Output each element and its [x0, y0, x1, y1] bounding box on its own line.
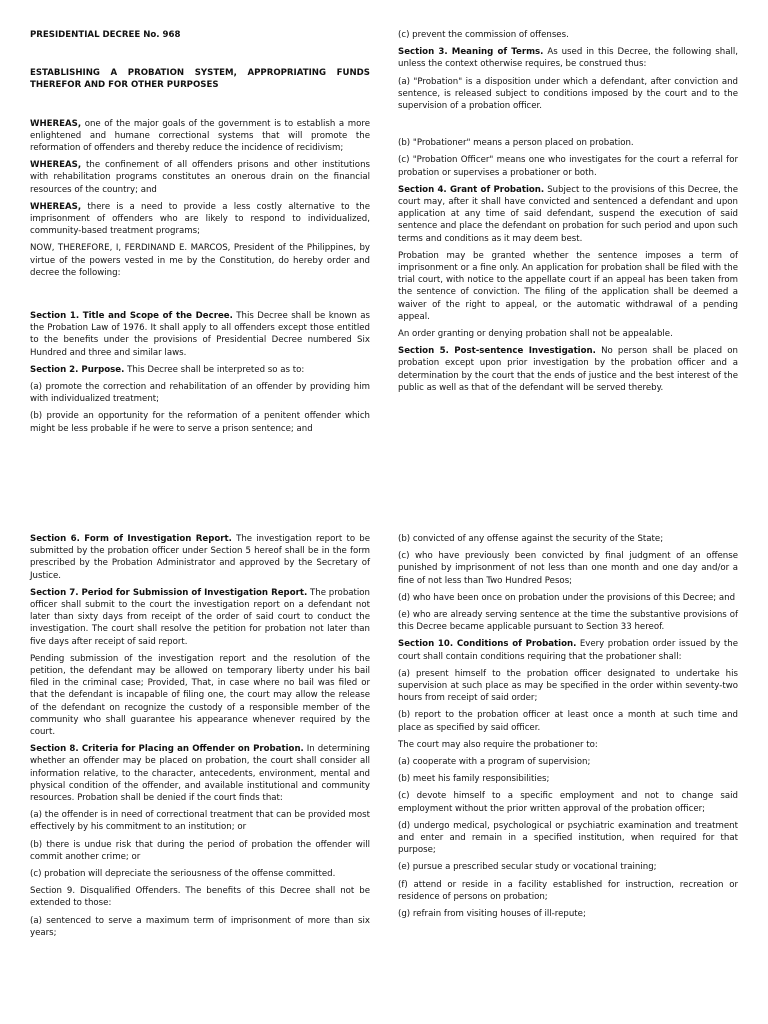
whereas-body: there is a need to provide a less costly alternative to the imprisonment of offenders who are likely to respond to individualized, community-based treatment programs;: [30, 201, 370, 237]
section-9-item-e: (e) who are already serving sentence at the time the substantive provisions of this Decree became applicable pursuant to Section 33 hereof.: [398, 610, 738, 633]
section-2-item-a: (a) promote the correction and rehabilitation of an offender by providing him with individualized treatment;: [30, 382, 370, 405]
section-3-item-c: (c) "Probation Officer" means one who investigates for the court a referral for probation or supervises a probationer or both.: [398, 155, 738, 178]
section-3: [398, 46, 738, 70]
section-1: [30, 310, 370, 359]
section-10-optional-d: (d) undergo medical, psychological or psychiatric examination and treatment and enter and remain in a specified institution, when required for that purpose;: [398, 820, 738, 856]
page1-left-column: [30, 29, 370, 440]
whereas-clause-1: [30, 118, 370, 155]
section-10-may-require: The court may also require the probationer to:: [398, 739, 598, 750]
now-therefore-clause: NOW, THEREFORE, I, FERDINAND E. MARCOS, President of the Philippines, by virtue of the powers vested in me by the Constitution, do hereby order and decree the following:: [30, 243, 370, 278]
section-9: Section 9. Disqualified Offenders. The benefits of this Decree shall not be extended to those:: [30, 886, 370, 909]
section-3-item-a: (a) "Probation" is a disposition under which a defendant, after conviction and sentence, is released subject to conditions imposed by the court and to the supervision of a probation officer.: [398, 76, 738, 112]
section-8-item-a: (a) the offender is in need of correctional treatment that can be provided most effectively by his commitment to an institution; or: [30, 810, 370, 833]
section-9-item-c: (c) who have previously been convicted by final judgment of an offense punished by imprisonment of not less than one month and one day and/or a fine of not less than Two Hundred Pesos;: [398, 551, 738, 586]
section-body: In determining whether an offender may be placed on probation, the court shall consider all information relative, to the character, antecedents, environment, mental and physical condition of the offender, and available institutional and community resources. Probation shall be denied if the court finds that:: [30, 744, 370, 804]
whereas-head: WHEREAS,: [30, 201, 82, 212]
section-heading: Section 8. Criteria for Placing an Offender on Probation.: [30, 744, 304, 755]
whereas-head: WHEREAS,: [30, 160, 82, 171]
whereas-clause-2: [30, 159, 370, 196]
section-heading: Section 5. Post-sentence Investigation.: [398, 346, 596, 357]
page2-right-column: [398, 533, 738, 925]
section-body: This Decree shall be interpreted so as to:: [124, 364, 305, 375]
section-4: [398, 184, 738, 245]
section-2-item-c: (c) prevent the commission of offenses.: [398, 30, 569, 40]
section-10-optional-b: (b) meet his family responsibilities;: [398, 774, 550, 785]
section-body: As used in this Decree, the following shall, unless the context otherwise requires, be construed thus:: [398, 47, 738, 70]
section-3-item-b: (b) "Probationer" means a person placed on probation.: [398, 138, 634, 149]
section-2-item-b: (b) provide an opportunity for the reformation of a penitent offender which might be less probable if he were to serve a prison sentence; and: [30, 411, 370, 434]
section-8-item-b: (b) there is undue risk that during the period of probation the offender will commit another crime; or: [30, 839, 370, 862]
section-heading: Section 4. Grant of Probation.: [398, 184, 545, 195]
section-10-optional-e: (e) pursue a prescribed secular study or vocational training;: [398, 862, 657, 873]
section-heading: Section 10. Conditions of Probation.: [398, 639, 577, 650]
section-7-paragraph-2: Pending submission of the investigation report and the resolution of the petition, the defendant may be allowed on temporary liberty under his bail filed in the criminal case; Provided, That, in case where no bail was filed or that the defendant is incapable of filing one, the court may allow the release of the defendant on recognize the custody of a responsible member of the community who shall guarantee his appearance whenever required by the court.: [30, 653, 370, 738]
page1-right-column: [398, 29, 738, 399]
section-8: [30, 743, 370, 804]
section-4-paragraph-3: An order granting or denying probation shall not be appealable.: [398, 329, 673, 340]
section-10-item-a: (a) present himself to the probation officer designated to undertake his supervision at such place as may be specified in the order within seventy-two hours from receipt of said order;: [398, 668, 738, 704]
section-body: The investigation report to be submitted by the probation officer under Section 5 hereof shall be in the form prescribed by the Probation Administrator and approved by the Secretary of Justice.: [30, 534, 370, 581]
section-body: Subject to the provisions of this Decree, the court may, after it shall have convicted and sentenced a defendant and upon application at any time of said defendant, suspend the execution of said sentence and place the defendant on probation for such period and upon such terms and conditions as it may deem best.: [398, 184, 738, 244]
whereas-body: one of the major goals of the government is to establish a more enlightened and humane correctional systems that will promote the reformation of offenders and thereby reduce the incidence of recidivism;: [30, 118, 370, 154]
section-heading: Section 3. Meaning of Terms.: [398, 47, 544, 58]
section-heading: Section 7. Period for Submission of Investigation Report.: [30, 587, 308, 598]
section-5: [398, 345, 738, 394]
decree-subtitle: ESTABLISHING A PROBATION SYSTEM, APPROPRIATING FUNDS THEREFOR AND FOR OTHER PURPOSES: [30, 68, 370, 91]
section-heading: Section 1. Title and Scope of the Decree.: [30, 311, 233, 322]
section-body: This Decree shall be known as the Probation Law of 1976. It shall apply to all offenders except those entitled to the benefits under the provisions of Presidential Decree numbered Six Hundred and three and similar laws.: [30, 311, 370, 358]
whereas-clause-3: [30, 201, 370, 238]
section-9-item-b: (b) convicted of any offense against the security of the State;: [398, 534, 664, 544]
section-8-item-c: (c) probation will depreciate the seriousness of the offense committed.: [30, 869, 336, 880]
page2-left-column: [30, 533, 370, 944]
section-6: [30, 533, 370, 582]
decree-title: PRESIDENTIAL DECREE No. 968: [30, 30, 181, 40]
section-10: [398, 638, 738, 662]
section-10-item-b: (b) report to the probation officer at least once a month at such time and place as specified by said officer.: [398, 710, 738, 733]
section-body: No person shall be placed on probation except upon prior investigation by the probation officer and a determination by the court that the ends of justice and the best interest of the public as well as that of the defendant will be served thereby.: [398, 346, 738, 393]
section-2: [30, 364, 370, 376]
section-body: The probation officer shall submit to the court the investigation report on a defendant not later than sixty days from receipt of the order of said court to conduct the investigation. The court shall resolve the petition for probation not later than five days after receipt of said report.: [30, 587, 370, 647]
section-10-optional-g: (g) refrain from visiting houses of ill-repute;: [398, 909, 586, 920]
section-4-paragraph-2: Probation may be granted whether the sentence imposes a term of imprisonment or a fine only. An application for probation shall be filed with the trial court, with notice to the appellate court if an appeal has been taken from the sentence of conviction. The filing of the application shall be deemed a waiver of the right to appeal, or the automatic withdrawal of a pending appeal.: [398, 250, 738, 322]
section-heading: Section 2. Purpose.: [30, 364, 125, 375]
section-7: [30, 587, 370, 648]
section-9-item-a: (a) sentenced to serve a maximum term of imprisonment of more than six years;: [30, 915, 370, 938]
whereas-head: WHEREAS,: [30, 118, 82, 129]
section-10-optional-c: (c) devote himself to a specific employment and not to change said employment without the prior written approval of the probation officer;: [398, 791, 738, 814]
section-9-item-d: (d) who have been once on probation under the provisions of this Decree; and: [398, 592, 736, 603]
section-heading: Section 6. Form of Investigation Report.: [30, 534, 232, 544]
section-body: Every probation order issued by the court shall contain conditions requiring that the probationer shall:: [398, 639, 738, 662]
section-10-optional-a: (a) cooperate with a program of supervision;: [398, 757, 591, 768]
section-10-optional-f: (f) attend or reside in a facility established for instruction, recreation or residence of persons on probation;: [398, 879, 738, 902]
whereas-body: the confinement of all offenders prisons and other institutions with rehabilitation programs constitutes an onerous drain on the financial resources of the country; and: [30, 160, 370, 195]
